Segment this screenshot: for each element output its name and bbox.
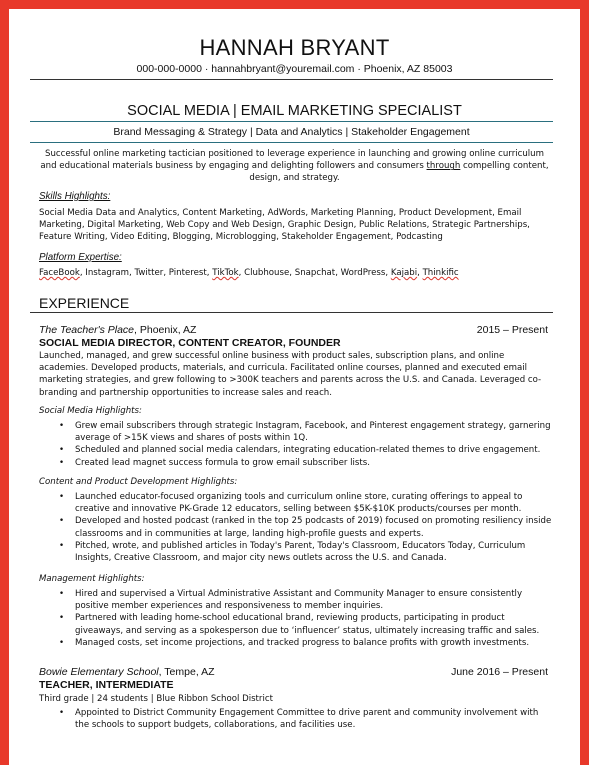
job2-dates: June 2016 – Present: [451, 666, 548, 678]
bullet-item: • Managed costs, set income projections, and tracked progress to balance profits with growth investments.: [39, 637, 554, 649]
job1-bullets-management: [39, 588, 554, 649]
bullet-item: • Pitched, wrote, and published articles in Today's Parent, Today's Classroom, Educators Today, Curriculum Insights, Creative Classroom, and major city news outlets across the U.S. and Canada.: [39, 540, 554, 564]
bullet-item: • Developed and hosted podcast (ranked in the top 25 podcasts of 2019) focused on promoting resiliency inside classrooms and in communities at large, landing high-profile guests and experts.: [39, 515, 554, 539]
subheadline: Brand Messaging & Strategy | Data and Analytics | Stakeholder Engagement: [113, 126, 470, 138]
job1-organization: The Teacher's Place: [39, 324, 135, 336]
skills-label: Skills Highlights:: [39, 191, 111, 202]
platform-item: Snapchat: [294, 268, 336, 278]
platform-item: Thinkific: [422, 268, 459, 278]
job1-group-label: Management Highlights:: [39, 574, 145, 584]
summary-text-end: compelling content, design, and strategy.: [249, 161, 549, 184]
job1-location: , Phoenix, AZ: [134, 324, 197, 336]
contact-line: 000-000-0000 · hannahbryant@youremail.com · Phoenix, AZ 85003: [136, 63, 453, 75]
platform-item: Clubhouse: [244, 268, 290, 278]
job2-header: [39, 666, 556, 678]
summary-text: Successful online marketing tactician positioned to leverage experience in launching and growing online curriculum and educational materials business by engaging and delighting followers and consumers: [40, 149, 544, 172]
subheadline-box: [30, 121, 553, 143]
job1-header: [39, 324, 556, 336]
headline: SOCIAL MEDIA | EMAIL MARKETING SPECIALIST: [127, 103, 462, 119]
bullet-item: • Partnered with leading home-school educational brand, reviewing products, participating in product giveaways, and serving as a spokesperson due to ‘influencer’ status, ultimately increasing traffic and sales.: [39, 612, 554, 636]
job1-title: SOCIAL MEDIA DIRECTOR, CONTENT CREATOR, FOUNDER: [39, 337, 341, 349]
job2-location: , Tempe, AZ: [158, 666, 215, 678]
platform-item: Pinterest: [168, 268, 207, 278]
experience-heading: EXPERIENCE: [39, 295, 130, 311]
experience-divider: [30, 312, 553, 313]
job1-bullets-social: [39, 420, 554, 469]
platform-item: Instagram: [85, 268, 130, 278]
skills-text: Social Media Data and Analytics, Content Marketing, AdWords, Marketing Planning, Product Development, Email Marketing, Digital Marketing, Web Copy and Web Design, Graphic Design, Public Relations, Strategic Partnerships, Feature Writing, Video Editing, Blogging, Microblogging, Stakeholder Engagement, Podcasting: [39, 208, 530, 243]
bullet-item: • Hired and supervised a Virtual Administrative Assistant and Community Manager to ensure consistently positive member experiences and responsiveness to member inquiries.: [39, 588, 554, 612]
platforms-label: Platform Expertise:: [39, 252, 122, 263]
platform-item: WordPress: [340, 268, 386, 278]
job2-organization: Bowie Elementary School: [39, 666, 159, 678]
bullet-item: • Created lead magnet success formula to grow email subscriber lists.: [39, 457, 554, 469]
job1-dates: 2015 – Present: [476, 324, 548, 336]
bullet-item: • Appointed to District Community Engagement Committee to drive parent and community involvement with the schools to support budgets, collaborations, and facilities use.: [39, 707, 554, 731]
platform-item: FaceBook: [39, 268, 80, 278]
platform-item: Twitter: [134, 268, 164, 278]
job1-bullets-content: [39, 491, 554, 564]
summary: [39, 148, 550, 185]
job1-description: Launched, managed, and grew successful online business with product sales, subscription plans, and online academies. Developed products, materials, and curricula. Facilitated online courses, planned and executed email marketing strategies, and grew following to >300K teachers and parents across the U.S. and Canada. Leveraged co-branding and partnership opportunities to increase sales and reach.: [39, 351, 542, 398]
bullet-item: • Grew email subscribers through strategic Instagram, Facebook, and Pinterest engagement strategy, garnering average of >15K views and shares of posts within 1Q.: [39, 420, 554, 444]
resume-page: [9, 9, 580, 765]
platform-item: TikTok: [212, 268, 239, 278]
job1-group-label: Social Media Highlights:: [39, 406, 142, 416]
job2-details: Third grade | 24 students | Blue Ribbon School District: [39, 694, 273, 704]
job2-bullets: [39, 707, 554, 731]
platform-list: FaceBook, Instagram, Twitter, Pinterest, TikTok, Clubhouse, Snapchat, WordPress, Kajabi, Thinkific: [39, 268, 459, 278]
summary-underlined-word: through: [426, 161, 461, 172]
header-divider: [30, 79, 553, 80]
bullet-item: • Launched educator-focused organizing tools and curriculum online store, curating offerings to appeal to creative and innovative PK-Grade 12 educators, selling between $5K-$10K products/courses per month.: [39, 491, 554, 515]
bullet-item: • Scheduled and planned social media calendars, integrating education-related themes to drive engagement.: [39, 444, 554, 456]
candidate-name: HANNAH BRYANT: [199, 35, 390, 60]
platform-item: Kajabi: [390, 268, 418, 278]
job2-title: TEACHER, INTERMEDIATE: [39, 679, 174, 691]
job1-group-label: Content and Product Development Highlights:: [39, 477, 238, 487]
